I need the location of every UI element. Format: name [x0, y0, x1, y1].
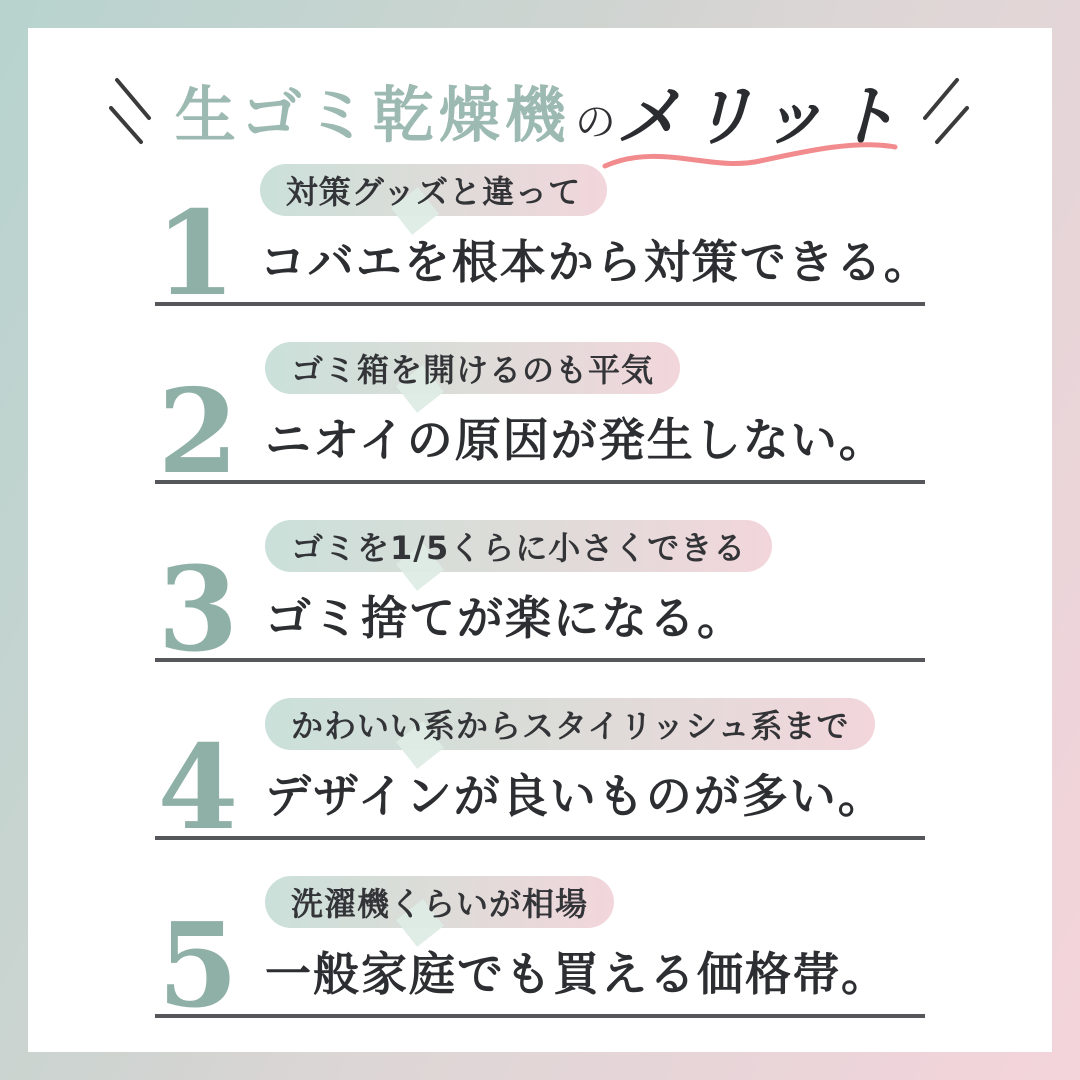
item-badge-label: ゴミ箱を開けるのも平気 [291, 351, 655, 389]
item-badge-label: かわいい系からスタイリッシュ系まで [291, 707, 850, 745]
item-number: 1 [155, 185, 236, 322]
item-badge-label: 洗濯機くらいが相場 [291, 885, 589, 923]
item-text: デザインが良いものが多い。 [265, 769, 886, 823]
item-badge-label: ゴミを1/5くらに小さくできる [291, 529, 747, 567]
item-badge-label: 対策グッズと違って [285, 173, 582, 211]
item-number: 5 [157, 897, 239, 1034]
item-content [265, 876, 889, 1004]
item-number: 3 [157, 541, 239, 678]
item-number: 4 [157, 719, 239, 856]
item-text: ゴミ捨てが楽になる。 [265, 591, 745, 645]
double-slash-left-icon [109, 74, 161, 146]
content-card [28, 28, 1052, 1052]
item-content [260, 164, 932, 292]
title-highlight: 生ゴミ乾燥機 [174, 79, 571, 151]
item-badge [265, 698, 875, 750]
title-emphasis-wrap [616, 63, 905, 158]
item-text: コバエを根本から対策できる。 [259, 235, 932, 289]
item-text: 一般家庭でも買える価格帯。 [265, 947, 889, 1001]
double-slash-right-icon [919, 74, 971, 146]
title-emphasis: メリット [615, 76, 906, 155]
title-particle: の [574, 98, 616, 146]
list-item-1 [155, 168, 932, 322]
merit-list [155, 168, 932, 1034]
list-item-4 [155, 702, 925, 856]
list-item-2 [155, 346, 925, 500]
item-content [265, 342, 887, 470]
page-title [28, 62, 1052, 158]
item-content [265, 520, 772, 648]
item-badge [265, 876, 614, 928]
item-number: 2 [157, 363, 239, 500]
item-badge [260, 164, 607, 216]
list-item-3 [155, 524, 925, 678]
item-badge [265, 520, 772, 572]
list-item-5 [155, 880, 925, 1034]
item-text: ニオイの原因が発生しない。 [265, 413, 887, 467]
item-badge [265, 342, 680, 394]
item-content [265, 698, 886, 826]
